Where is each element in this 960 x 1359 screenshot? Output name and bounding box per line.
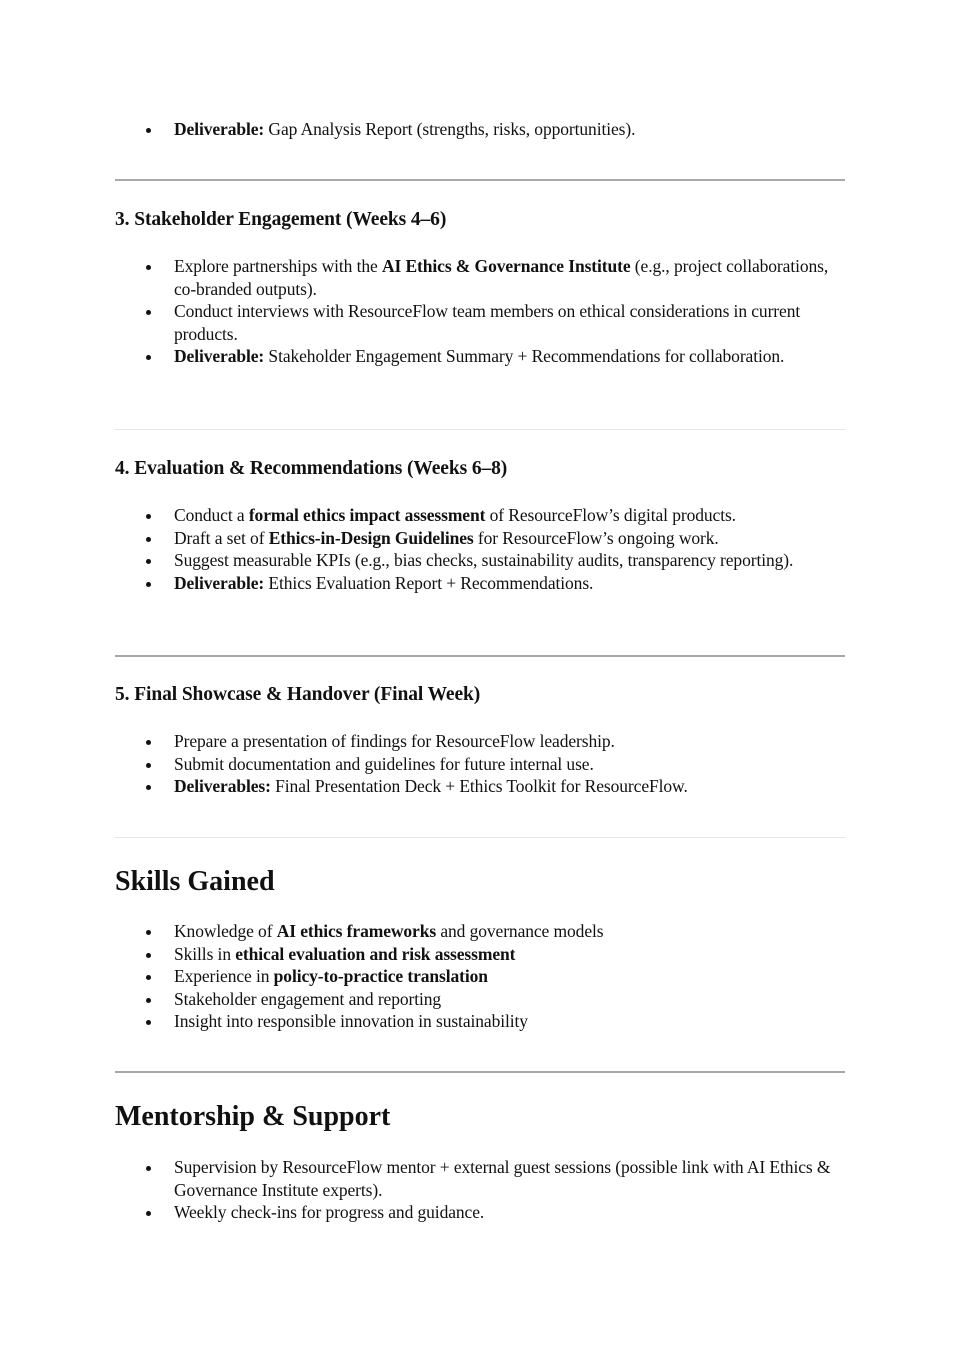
list-item: Weekly check-ins for progress and guidance.	[115, 1201, 845, 1224]
list-item: Deliverable: Stakeholder Engagement Summary + Recommendations for collaboration.	[115, 345, 845, 368]
list-item: Suggest measurable KPIs (e.g., bias checks, sustainability audits, transparency reporting).	[115, 549, 845, 572]
list-item: Deliverable: Gap Analysis Report (strengths, risks, opportunities).	[115, 118, 845, 141]
list-item: Knowledge of AI ethics frameworks and governance models	[115, 920, 845, 943]
list-item: Submit documentation and guidelines for future internal use.	[115, 753, 845, 776]
skills-list	[115, 920, 845, 1033]
section-divider	[115, 179, 845, 181]
section-divider	[115, 1071, 845, 1073]
mentorship-heading: Mentorship & Support	[115, 1101, 391, 1132]
list-item: Prepare a presentation of findings for ResourceFlow leadership.	[115, 730, 845, 753]
list-item: Insight into responsible innovation in sustainability	[115, 1010, 845, 1033]
stakeholder-list	[115, 255, 845, 368]
stakeholder-heading: 3. Stakeholder Engagement (Weeks 4–6)	[115, 209, 447, 230]
section-divider	[115, 429, 845, 430]
list-item: Explore partnerships with the AI Ethics & Governance Institute (e.g., project collaborations, co-branded outputs).	[115, 255, 845, 300]
list-item: Stakeholder engagement and reporting	[115, 988, 845, 1011]
evaluation-heading: 4. Evaluation & Recommendations (Weeks 6–8)	[115, 458, 508, 479]
showcase-list	[115, 730, 845, 798]
list-item: Conduct a formal ethics impact assessment of ResourceFlow’s digital products.	[115, 504, 845, 527]
mentorship-list	[115, 1156, 845, 1224]
skills-heading: Skills Gained	[115, 866, 275, 897]
list-item: Skills in ethical evaluation and risk assessment	[115, 943, 845, 966]
list-item: Deliverables: Final Presentation Deck + Ethics Toolkit for ResourceFlow.	[115, 775, 845, 798]
list-item: Draft a set of Ethics-in-Design Guidelines for ResourceFlow’s ongoing work.	[115, 527, 845, 550]
list-item: Deliverable: Ethics Evaluation Report + Recommendations.	[115, 572, 845, 595]
evaluation-list	[115, 504, 845, 594]
section-divider	[115, 655, 845, 657]
gap-analysis-list	[115, 118, 845, 141]
showcase-heading: 5. Final Showcase & Handover (Final Week)	[115, 684, 481, 705]
list-item: Conduct interviews with ResourceFlow team members on ethical considerations in current products.	[115, 300, 845, 345]
list-item: Supervision by ResourceFlow mentor + external guest sessions (possible link with AI Ethics & Governance Institute experts).	[115, 1156, 845, 1201]
list-item: Experience in policy-to-practice translation	[115, 965, 845, 988]
section-divider	[115, 837, 845, 838]
